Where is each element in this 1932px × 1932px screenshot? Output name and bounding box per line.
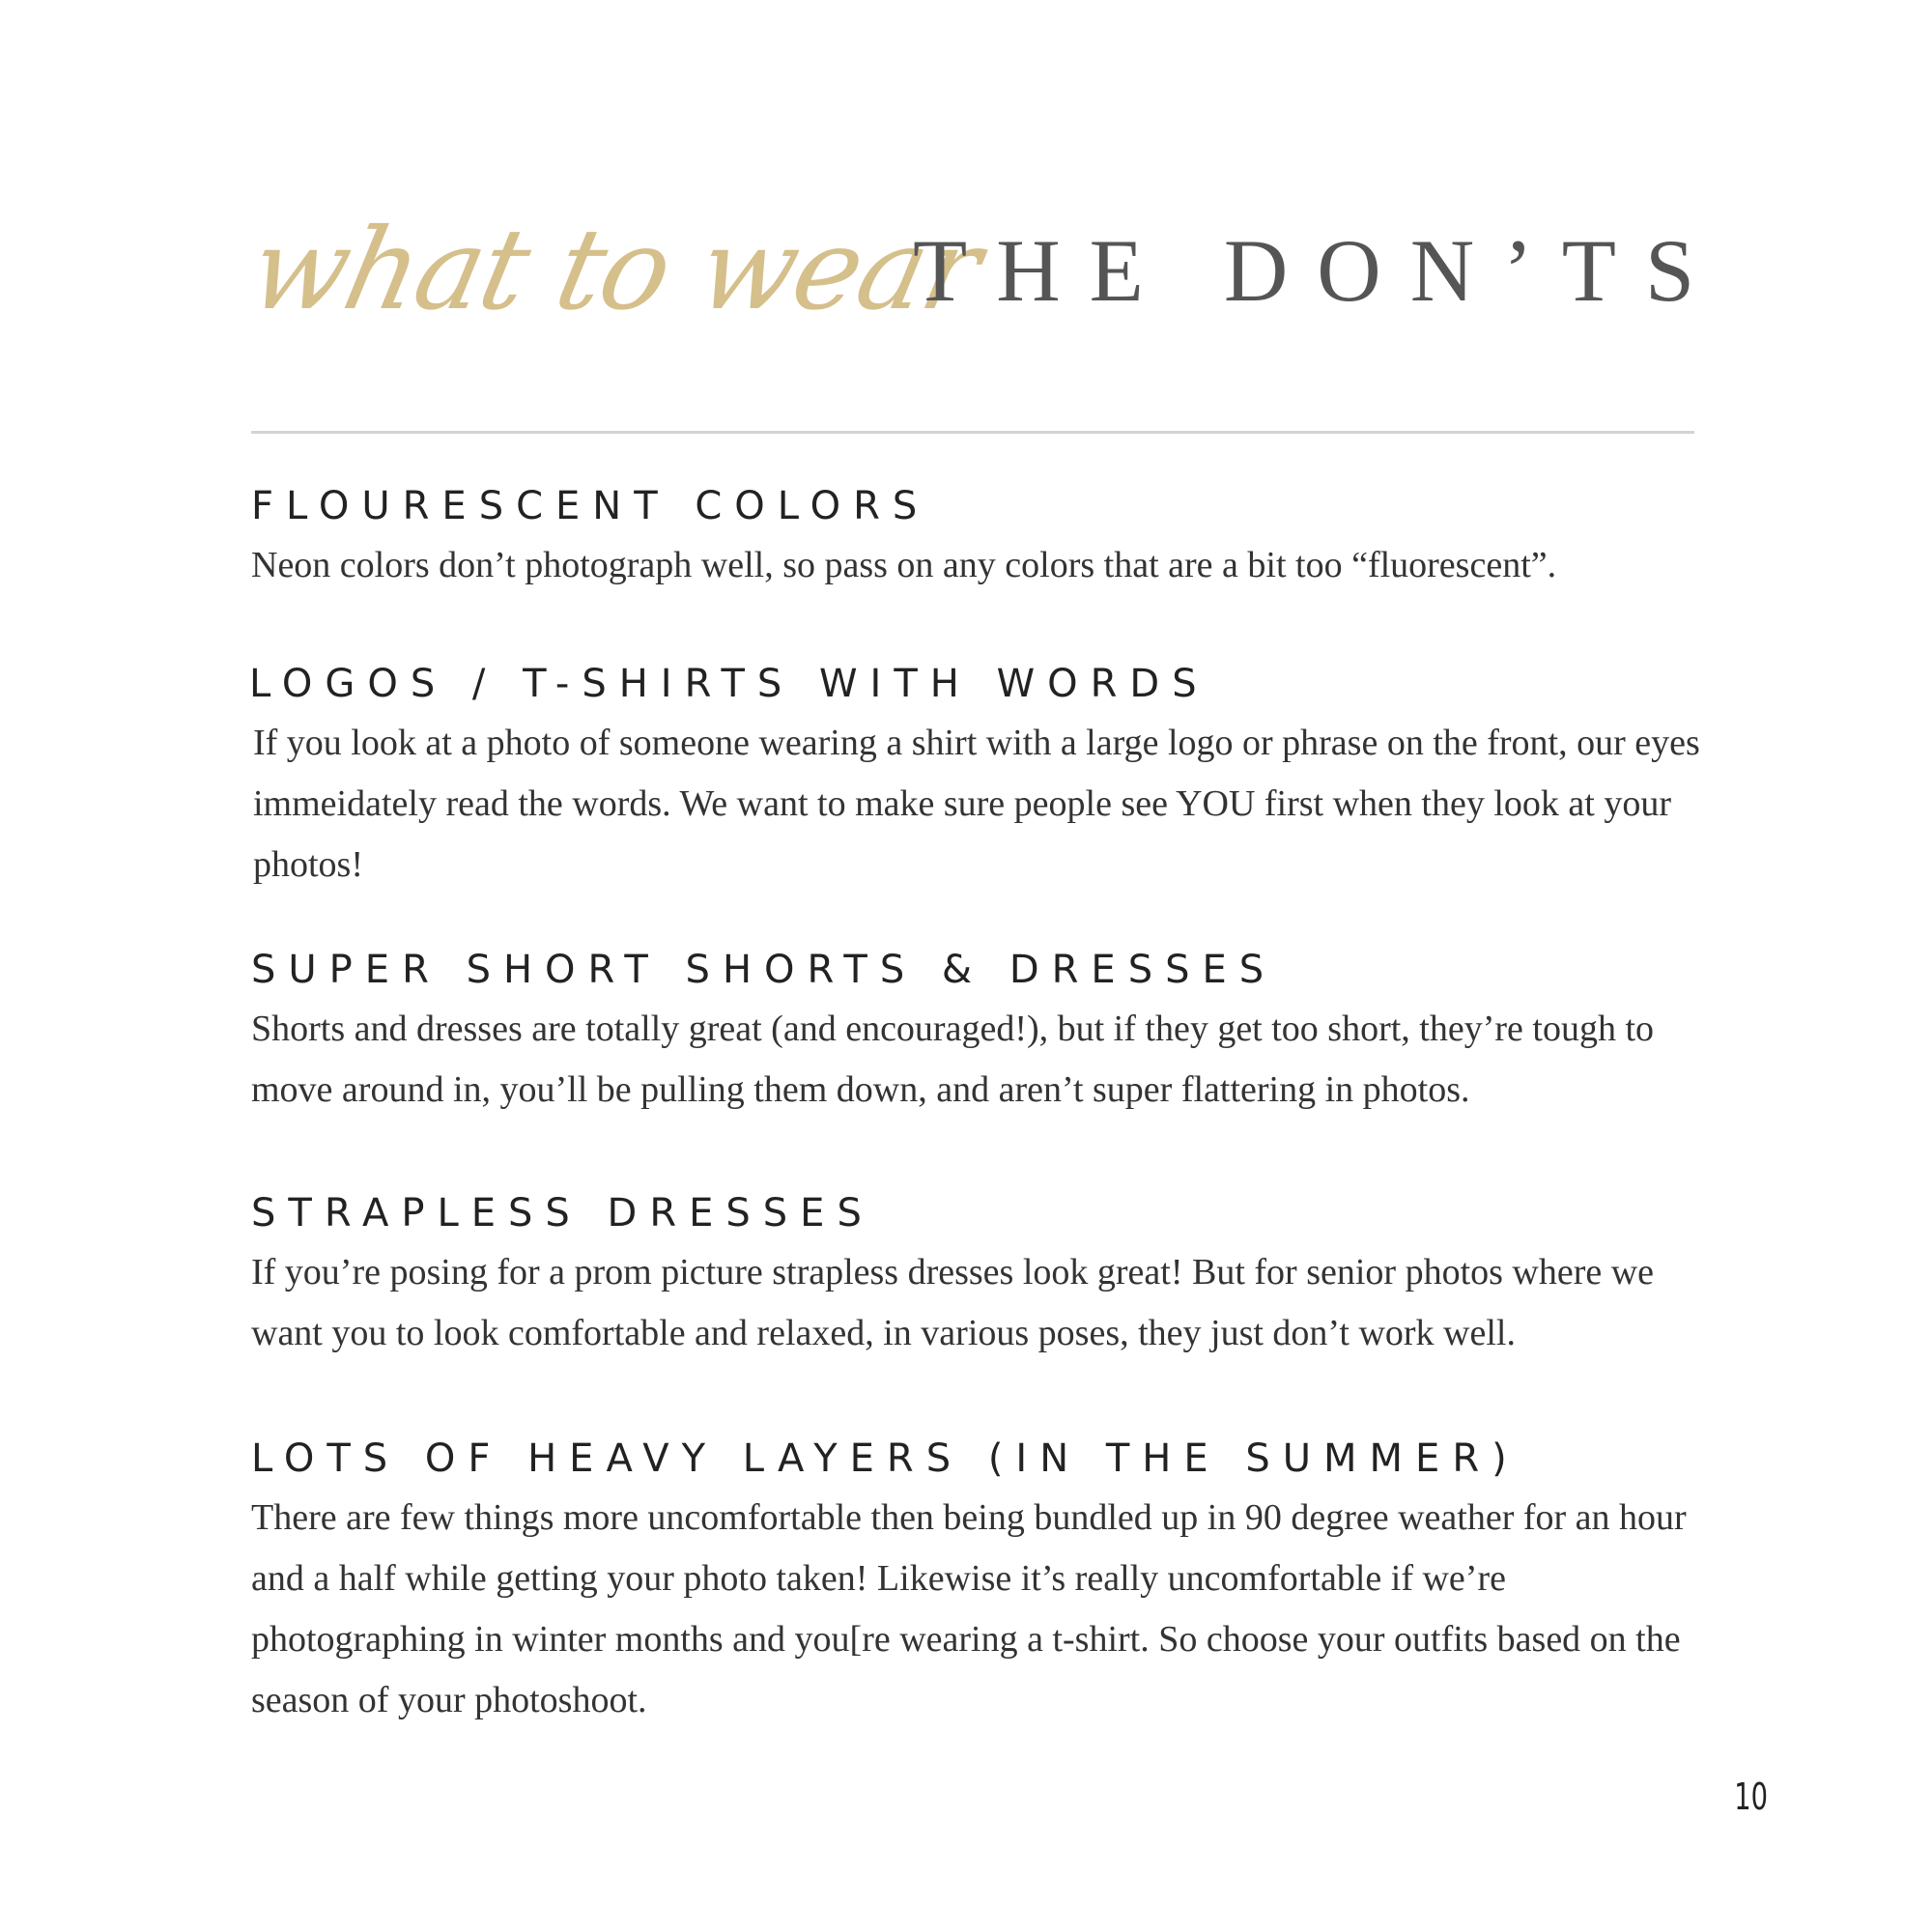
section-heading: STRAPLESS DRESSES bbox=[251, 1191, 874, 1236]
title-script: what to wear bbox=[239, 205, 990, 335]
section-body: There are few things more uncomfortable then being bundled up in 90 degree weather for an hour and a half while getting your photo taken! Likewise it’s really uncomfortable if we’re photographing in winter months and you[re wearing a t-shirt. So choose your outfits based on the season of your photoshoot. bbox=[251, 1497, 1687, 1720]
section-heading: SUPER SHORT SHORTS & DRESSES bbox=[251, 948, 1277, 992]
section-strapless-dresses bbox=[251, 1186, 1719, 1364]
section-super-short bbox=[251, 943, 1719, 1121]
divider bbox=[251, 431, 1694, 434]
section-heading: LOTS OF HEAVY LAYERS (IN THE SUMMER) bbox=[251, 1436, 1520, 1481]
section-heading: LOGOS / T-SHIRTS WITH WORDS bbox=[249, 662, 1209, 706]
section-body: Neon colors don’t photograph well, so pass on any colors that are a bit too “fluorescent”. bbox=[251, 545, 1557, 585]
section-body: If you’re posing for a prom picture strapless dresses look great! But for senior photos where we want you to look comfortable and relaxed, in various poses, they just don’t work well. bbox=[251, 1252, 1655, 1353]
section-flourescent-colors bbox=[251, 479, 1719, 596]
page-number: 10 bbox=[1734, 1776, 1768, 1818]
section-body: Shorts and dresses are totally great (and encouraged!), but if they get too short, they’re tough to move around in, you’ll be pulling them down, and aren’t super flattering in photos. bbox=[251, 1009, 1655, 1110]
section-heavy-layers bbox=[251, 1432, 1719, 1731]
title-caps: THE DON’TS bbox=[913, 221, 1724, 320]
section-heading: FLOURESCENT COLORS bbox=[251, 484, 930, 528]
section-body: If you look at a photo of someone wearing a shirt with a large logo or phrase on the front, our eyes immeidately read the words. We want to make sure people see YOU first when they look at your photos! bbox=[253, 723, 1700, 885]
section-logos-tshirts bbox=[249, 657, 1718, 895]
